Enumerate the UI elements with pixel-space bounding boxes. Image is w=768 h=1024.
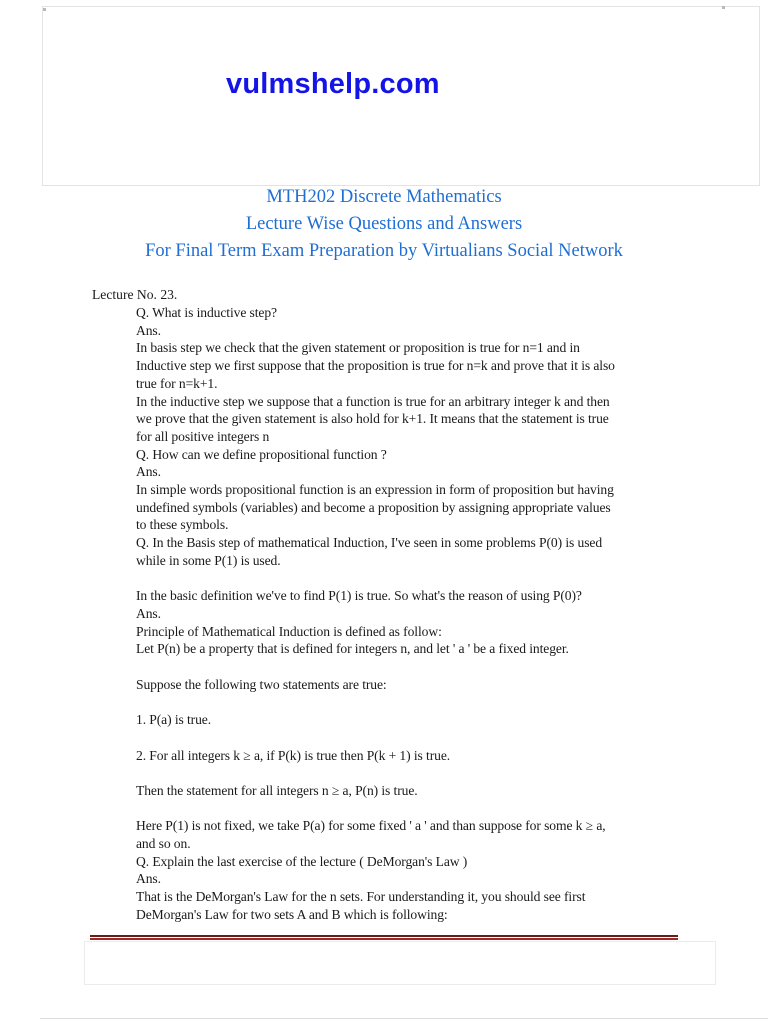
text-line <box>136 570 696 588</box>
document-title <box>0 184 768 265</box>
text-line: 1. P(a) is true. <box>136 712 212 728</box>
text-line: In simple words propositional function is an expression in form of proposition but having <box>136 482 614 498</box>
text-line: That is the DeMorgan's Law for the n sets. For understanding it, you should see first <box>136 889 586 905</box>
text-line: Here P(1) is not fixed, we take P(a) for some fixed ' a ' and than suppose for some k ≥ a, <box>136 818 606 834</box>
text-line <box>136 800 696 818</box>
text-line: Q. Explain the last exercise of the lecture ( DeMorgan's Law ) <box>136 853 468 869</box>
text-line: undefined symbols (variables) and become a proposition by assigning appropriate values <box>136 499 611 515</box>
text-line: Inductive step we first suppose that the proposition is true for n=k and prove that it is also <box>136 358 615 374</box>
text-line: DeMorgan's Law for two sets A and B which is following: <box>136 906 448 922</box>
text-line: Principle of Mathematical Induction is defined as follow: <box>136 623 442 639</box>
corner-mark-left <box>43 8 46 11</box>
text-line: true for n=k+1. <box>136 375 218 391</box>
text-line <box>136 729 696 747</box>
text-line: and so on. <box>136 836 191 851</box>
text-line <box>136 658 696 676</box>
text-line: Ans. <box>136 605 161 621</box>
text-line: Ans. <box>136 322 161 338</box>
footer-divider <box>90 935 678 940</box>
text-line: Ans. <box>136 464 161 480</box>
title-purpose: For Final Term Exam Preparation by Virtualians Social Network <box>145 241 623 261</box>
text-line: Q. How can we define propositional function ? <box>136 446 387 462</box>
text-line: 2. For all integers k ≥ a, if P(k) is true then P(k + 1) is true. <box>136 747 451 763</box>
text-line: for all positive integers n <box>136 428 270 444</box>
corner-mark-right <box>722 6 725 9</box>
text-line: we prove that the given statement is also hold for k+1. It means that the statement is true <box>136 411 609 427</box>
text-line: Q. What is inductive step? <box>136 305 277 320</box>
text-line <box>136 764 696 782</box>
lecture-number: Lecture No. 23. <box>92 287 178 302</box>
title-subtitle: Lecture Wise Questions and Answers <box>245 214 523 234</box>
footer-banner <box>84 941 716 985</box>
text-line: In the basic definition we've to find P(1) is true. So what's the reason of using P(0)? <box>136 588 582 604</box>
site-logo[interactable]: vulmshelp.com <box>226 68 440 100</box>
document-body <box>136 304 696 924</box>
text-line: In basis step we check that the given statement or proposition is true for n=1 and in <box>136 340 580 356</box>
text-line: Q. In the Basis step of mathematical Induction, I've seen in some problems P(0) is used <box>136 535 603 551</box>
text-line: Then the statement for all integers n ≥ a, P(n) is true. <box>136 782 418 798</box>
page-bottom-line <box>40 1018 768 1019</box>
text-line: Suppose the following two statements are true: <box>136 676 387 692</box>
text-line: Ans. <box>136 871 161 887</box>
text-line: while in some P(1) is used. <box>136 552 281 568</box>
text-line <box>136 693 696 711</box>
text-line: to these symbols. <box>136 517 229 533</box>
text-line: Let P(n) be a property that is defined for integers n, and let ' a ' be a fixed integer. <box>136 641 569 657</box>
text-line: In the inductive step we suppose that a function is true for an arbitrary integer k and then <box>136 393 610 409</box>
title-course: MTH202 Discrete Mathematics <box>266 187 502 207</box>
